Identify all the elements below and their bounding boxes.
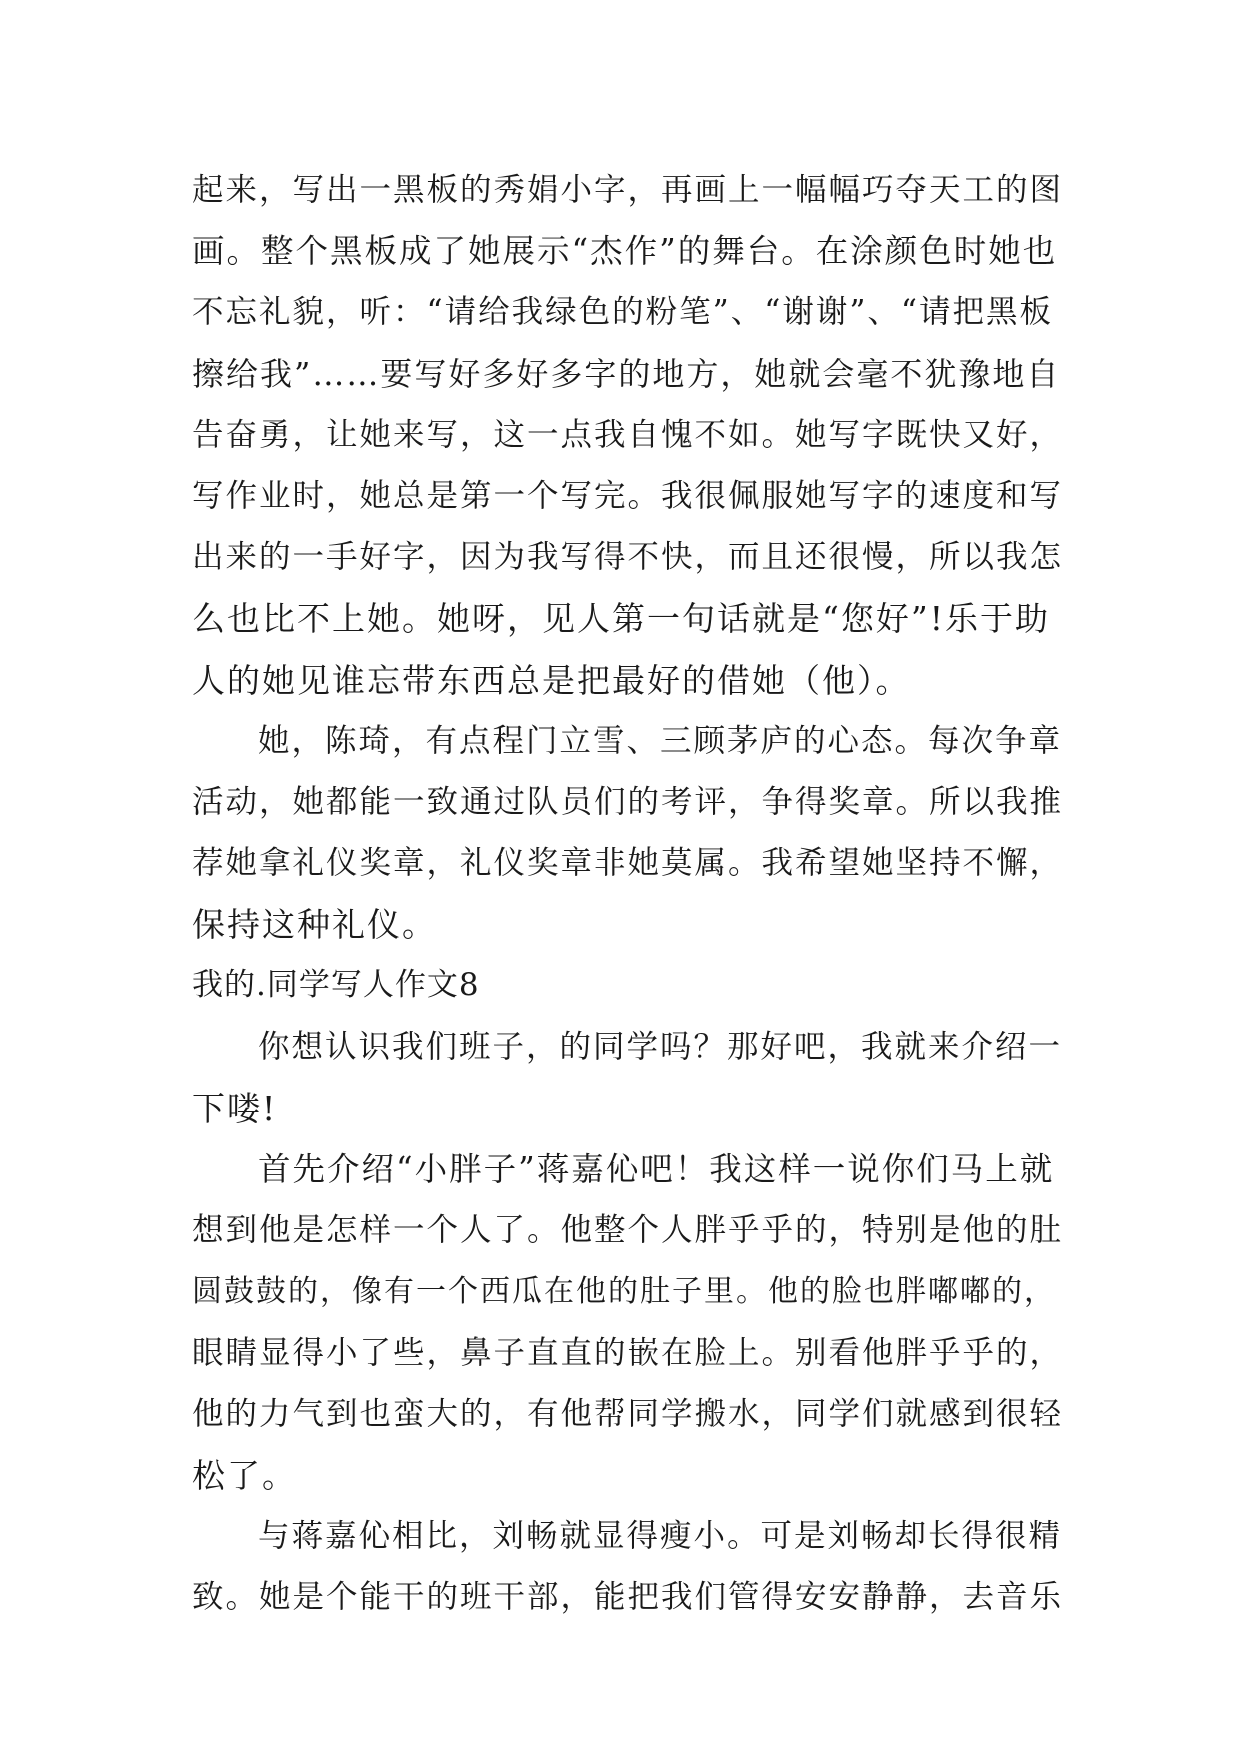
text-line: 出来的一手好字，因为我写得不快，而且还很慢，所以我怎	[192, 539, 1064, 576]
text-line: 起来，写出一黑板的秀娟小字，再画上一幅幅巧夺天工的图	[192, 172, 1064, 208]
text-line: 人的她见谁忘带东西总是把最好的借她（他）。	[192, 660, 911, 700]
text-line: 荐她拿礼仪奖章，礼仪奖章非她莫属。我希望她坚持不懈，	[192, 845, 1064, 882]
text-line: 么也比不上她。她呀，见人第一句话就是“您好”!乐于助	[192, 599, 1051, 639]
text-line: 保持这种礼仪。	[192, 905, 437, 945]
paragraph-start-line: 她，陈琦，有点程门立雪、三顾茅庐的心态。每次争章	[258, 722, 1063, 759]
text-line: 眼睛显得小了些，鼻子直直的嵌在脸上。别看他胖乎乎的，	[192, 1334, 1064, 1371]
text-line: 擦给我”……要写好多好多字的地方，她就会毫不犹豫地自	[192, 354, 1061, 393]
section-heading: 我的.同学写人作文8	[192, 967, 480, 1004]
paragraph-start-line: 你想认识我们班子，的同学吗？那好吧，我就来介绍一	[258, 1028, 1063, 1065]
text-line: 写作业时，她总是第一个写完。我很佩服她写字的速度和写	[192, 477, 1064, 514]
text-line: 告奋勇，让她来写，这一点我自愧不如。她写字既快又好，	[192, 416, 1064, 453]
essay-body	[192, 160, 1062, 1629]
paragraph-start-line: 与蒋嘉伈相比，刘畅就显得瘦小。可是刘畅却长得很精	[258, 1518, 1063, 1555]
text-line: 活动，她都能一致通过队员们的考评，争得奖章。所以我推	[192, 783, 1064, 820]
text-line: 画。整个黑板成了她展示“杰作”的舞台。在涂颜色时她也	[192, 232, 1058, 271]
text-line: 圆鼓鼓的，像有一个西瓜在他的肚子里。他的脸也胖嘟嘟的，	[192, 1274, 1056, 1310]
text-line: 不忘礼貌，听：“请给我绿色的粉笔”、“谢谢”、“请把黑板	[192, 294, 1054, 331]
paragraph-start-line: 首先介绍“小胖子”蒋嘉伈吧！我这样一说你们马上就	[258, 1150, 1055, 1188]
text-line: 下喽!	[192, 1088, 278, 1128]
text-line: 松了。	[192, 1455, 297, 1495]
text-line: 致。她是个能干的班干部，能把我们管得安安静静，去音乐	[192, 1579, 1064, 1616]
text-line: 他的力气到也蛮大的，有他帮同学搬水，同学们就感到很轻	[192, 1395, 1064, 1432]
text-line: 想到他是怎样一个人了。他整个人胖乎乎的，特别是他的肚	[192, 1212, 1064, 1249]
